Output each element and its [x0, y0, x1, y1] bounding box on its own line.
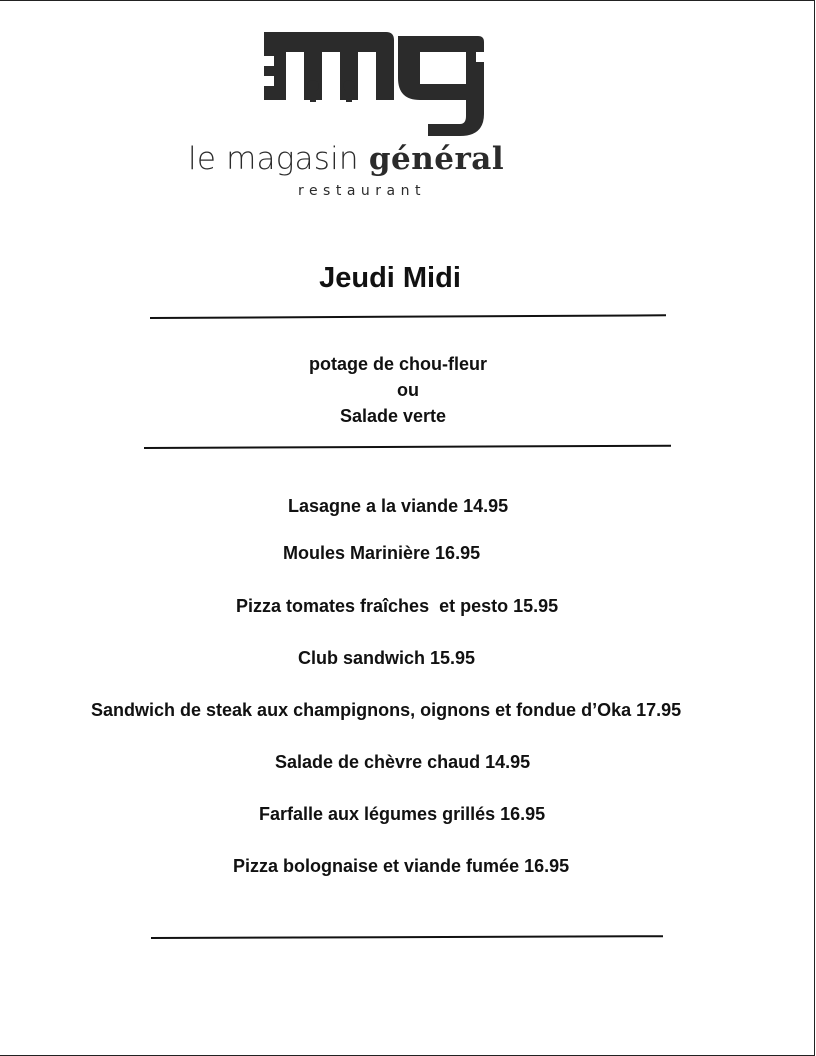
starter-item: Salade verte [340, 406, 447, 426]
divider-middle [144, 445, 671, 449]
dish-item: Farfalle aux légumes grillés 16.95 [259, 804, 546, 824]
divider-bottom [151, 935, 663, 939]
dish-item: Pizza tomates fraîches et pesto 15.95 [236, 596, 559, 616]
brand-name [188, 140, 568, 178]
menu-title: Jeudi Midi [319, 262, 461, 294]
starter-connector: ou [397, 380, 419, 400]
dish-item: Club sandwich 15.95 [298, 648, 476, 668]
brand-name-bold: général [368, 141, 505, 177]
mg-logo [260, 28, 490, 140]
dish-item: Salade de chèvre chaud 14.95 [275, 752, 531, 772]
dish-item: Pizza bolognaise et viande fumée 16.95 [233, 856, 570, 876]
brand-name-light: le magasin [188, 141, 369, 177]
divider-top [150, 314, 666, 319]
starter-item: potage de chou-fleur [309, 354, 488, 374]
brand-subtitle: restaurant [298, 183, 426, 199]
dish-item: Moules Marinière 16.95 [283, 543, 481, 563]
dish-item: Sandwich de steak aux champignons, oignons et fondue d’Oka 17.95 [91, 700, 682, 720]
dish-item: Lasagne a la viande 14.95 [288, 496, 509, 516]
